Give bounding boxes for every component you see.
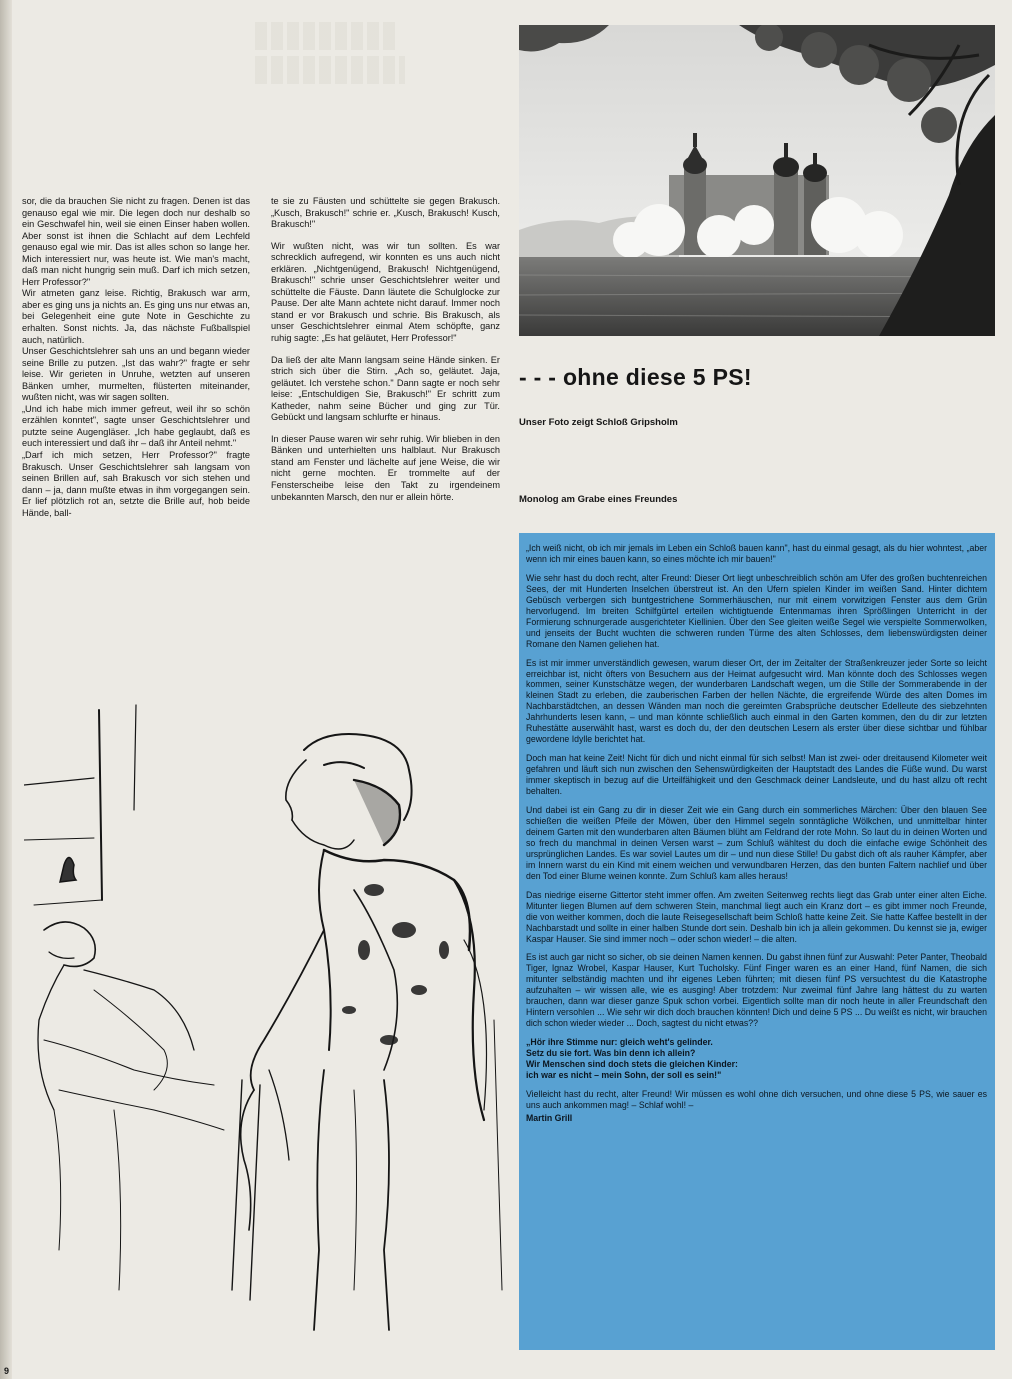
paragraph: „Darf ich mich setzen, Herr Professor?" fragte Brakusch. Unser Geschichtslehrer sah langsam von seinen Brillen auf, sah Brakusch vor sich stehen und dann – ja, dann mußte etwas in ihm vorgegangen sein. Er lief plötzlich rot an, setzte die Brille auf, hob beide Hände, ball-	[22, 450, 250, 518]
page-number: 9	[4, 1366, 10, 1376]
paragraph: „Ich weiß nicht, ob ich mir jemals im Leben ein Schloß bauen kann", hast du einmal gesagt, als du hier wohntest, „aber wenn ich mir eines bauen kann, so eines möchte ich mir bauen!"	[526, 543, 987, 564]
headline: - - - ohne diese 5 PS!	[519, 364, 752, 390]
photo-caption: Unser Foto zeigt Schloß Gripsholm	[519, 417, 678, 428]
author-name: Martin Grill	[526, 1112, 573, 1123]
paragraph: Es ist auch gar nicht so sicher, ob sie deinen Namen kennen. Du gabst ihnen fünf zur Auswahl: Peter Panter, Theobald Tiger, Ignaz Wrobel, Kaspar Hauser, Kurt Tucholsky. Fünf Finger waren es an einer Hand, fünf Namen, die sich mitunter selbständig machten und ihr eigenes Leben führten; mit diesen fünf PS versuchtest du die Katastrophe aufzuhalten – wir wissen alle, wie es ausging! Aber trotzdem: Nur zweimal fünf Jahre lang hättest du zu warten brauchen, dann war dieser ganze Spuk schon vorbei. Eigentlich sollte man dir noch heute in aller Freundschaft den Hintern versohlen ... Wie sehr wir dich doch brauchen könnten! Dich und deine 5 PS ... Du weißt es nicht, wir brauchen dich schon wieder wieder ... Doch, sagtest du nicht etwas??	[526, 952, 987, 1029]
show-through-decoration	[255, 22, 405, 84]
poem-quote	[526, 1037, 987, 1081]
paragraph: Wir wußten nicht, was wir tun sollten. Es war schrecklich aufregend, wir konnten es uns auch nicht erklären. „Nichtgenügend, Brakusch! Nichtgenügend, Brakusch!" schrie unser Geschichtslehrer weiter und schüttelte die Fäuste. Dann läutete die Schulglocke zur Pause. Der alte Mann achtete nicht darauf. Immer noch stand er vor Brakusch und schrie. Bis Brakusch, als unser Geschichtslehrer einmal Atem schöpfte, ganz ruhig sagte: „Es hat geläutet, Herr Professor!"	[271, 240, 500, 344]
paragraph: Wir atmeten ganz leise. Richtig, Brakusch war arm, aber es ging uns ja nichts an. Es ging uns nur etwas an, bei Gelegenheit eine gute Note in Geschichte zu erhalten. Sonst nichts. Ja, das nächste Fußballspiel auch, natürlich.	[22, 288, 250, 345]
poem-line: ich war es nicht – mein Sohn, der soll es sein!"	[526, 1069, 722, 1080]
paragraph: Es ist mir immer unverständlich gewesen, warum dieser Ort, der im Zeitalter der Straßenkreuzer jeder Sorte so leicht erreichbar ist, nicht öfters von Besuchern aus der Heimat aufgesucht wird. Man könnte doch des Schlosses wegen kommen, seiner Kunstschätze wegen, der wunderbaren Landschaft wegen, um die Stille der Sommerabende in der kleinen Stadt zu erleben, die zauberischen Farben der hellen Nächte, die ergreifende Würde des alten Domes im Nachbarstädtchen, an dessen Wänden man noch die gereimten Grabsprüche deutscher Edelleute des siebzehnten Jahrhunderts lesen kann, – und man könnte schließlich auch einmal in den Garten kommen, den du dir zur letzten Ruhestätte auserwählt hast, warst es doch du, der den deutschen Lesern als erster über diese sichtbar und fühlbar gewordene Idylle berichtet hat.	[526, 657, 987, 745]
paragraph: sor, die da brauchen Sie nicht zu fragen. Denen ist das genauso egal wie mir. Die legen doch nur deshalb so ein Geschwafel hin, weil sie einen Einser haben wollen. Aber sonst ist ihnen die Schlacht auf dem Lechfeld genauso egal wie mir. Das ist alles schon so lange her. Mich interessiert nur, was heute ist. Wie man's macht, daß man nicht hungrig sein muß. Darf ich mich setzen, Herr Professor?"	[22, 196, 250, 287]
poem-line: Setz du sie fort. Was bin denn ich allein?	[526, 1048, 696, 1059]
castle-photo	[519, 25, 995, 336]
paragraph: Da ließ der alte Mann langsam seine Hände sinken. Er strich sich über die Stirn. „Ach so, geläutet. Jaja, geläutet. Ich verstehe schon." Dann sagte er noch sehr leise: „Entschuldigen Sie, Brakusch!" Er schritt zum Katheder, nahm seine Bücher und ging zur Tür. Gebückt und langsam schlurfte er hinaus.	[271, 354, 500, 423]
poem-line: Wir Menschen sind doch stets die gleichen Kinder:	[526, 1059, 738, 1070]
poem-line: „Hör ihre Stimme nur: gleich weht's gelinder.	[526, 1037, 713, 1048]
monolog-box	[519, 533, 995, 1350]
paragraph: In dieser Pause waren wir sehr ruhig. Wir blieben in den Bänken und unterhielten uns halblaut. Nur Brakusch stand am Fenster und lächelte auf jene Weise, die wir nicht gerne mochten. Er trommelte auf der Fensterscheibe leise den Takt zu irgendeinem unbekannten Marsch, den nur er allein hörte.	[271, 433, 500, 502]
paragraph: „Und ich habe mich immer gefreut, weil ihr so schön erzählen konntet", sagte unser Geschichtslehrer und putzte seine Augengläser. „Ich habe geglaubt, daß es euch interessiert und daß ihr – daß ihr Anteil nehmt."	[22, 403, 250, 449]
ink-sketch-illustration	[24, 690, 504, 1340]
closing-paragraph: Vielleicht hast du recht, alter Freund! Wir müssen es wohl ohne dich versuchen, und ohne diese 5 PS, wie sauer es uns auch ankommen mag! – Schlaf wohl! –	[526, 1088, 987, 1110]
paragraph: Doch man hat keine Zeit! Nicht für dich und nicht einmal für sich selbst! Man ist zwei- oder dreitausend Kilometer weit gefahren und läuft sich nun zwischen den Sehenswürdigkeiten der Hauptstadt des Landes die Füße wund. Du warst immer skeptisch in bezug auf die Urteilfähigkeit und den Geschmack deiner Landsleute, und du hast allzu oft recht behalten.	[526, 753, 987, 797]
paragraph: Das niedrige eiserne Gittertor steht immer offen. Am zweiten Seitenweg rechts liegt das Grab unter einer alten Eiche. Mitunter liegen Blumen auf dem schweren Stein, manchmal liegt auch ein Kranz dort – es gibt immer noch Freunde, die von weither kommen, doch die laute Reisegesellschaft beim Schloß hatte keine Zeit. Sie hatte Kaffee bestellt in der Nachbarstadt und sollte in einer halben Stunde dort sein. Deshalb bin ich ja allein gekommen. Du kennst sie ja, ewiger Kaspar Hauser. Sie sind immer noch – oder schon wieder! – die alten.	[526, 889, 987, 944]
article-column-middle	[271, 196, 500, 513]
page-spine-shadow	[0, 0, 12, 1379]
subtitle: Monolog am Grabe eines Freundes	[519, 494, 678, 505]
paragraph: te sie zu Fäusten und schüttelte sie gegen Brakusch. „Kusch, Brakusch!" schrie er. „Kusch, Brakusch! Kusch, Brakusch!"	[271, 196, 500, 230]
paragraph: Wie sehr hast du doch recht, alter Freund: Dieser Ort liegt unbeschreiblich schön am Ufer des großen buchtenreichen Sees, der mit Hunderten Inselchen überstreut ist. An den Ufern spielen Kinder im weißen Sand. Hinter dichtem Gebüsch verbergen sich buntgestrichene Sommerhäuschen, nur mit einem vorwitzigen Fenster aus dem Grün hervorlugend. Im breiten Schilfgürtel erteilen wichtigtuende Entenmamas ihren Sprößlingen Unterricht in der Formierung schnurgerade ausgerichteter Kiellinien. Über den See gleiten weiße Segel wie verspielte Sommerwolken, und jenseits der Bucht wuchten die schweren runden Türme des alten Schlosses, dem liebenswürdigsten deiner Romane den Namen geliehen hat.	[526, 572, 987, 649]
paragraph: Unser Geschichtslehrer sah uns an und begann wieder seine Brille zu putzen. „Ist das wahr?" fragte er sehr leise. Wir gerieten in Unruhe, wetzten auf unseren Bänken umher, murmelten, flüsterten miteinander, wußten nicht, was wir sagen sollten.	[22, 346, 250, 403]
paragraph: Und dabei ist ein Gang zu dir in dieser Zeit wie ein Gang durch ein sommerliches Märchen: Über den blauen See schießen die weißen Pfeile der Möwen, über den Himmel segeln sonntägliche Wölkchen, und unmittelbar hinter deinem Garten mit den wunderbaren alten Bäumen blüht am Feldrand der rote Mohn. So laut du in deinen Worten und so frech du manchmal in deinen Versen warst – zum Schluß wähltest du doch die einfache ewige Schönheit des ursprünglichen Landes. Es war soviel Lautes um dir – und nun diese Stille! Du gabst dich oft als rauher Kämpfer, aber im Innern warst du ein Kind mit einem weichen und verwundbaren Herzen, das den bunten Faltern nachlief und über den Tod einer Blume weinen konnte. Zum Schluß kam alles heraus!	[526, 805, 987, 881]
article-column-left	[22, 196, 250, 519]
